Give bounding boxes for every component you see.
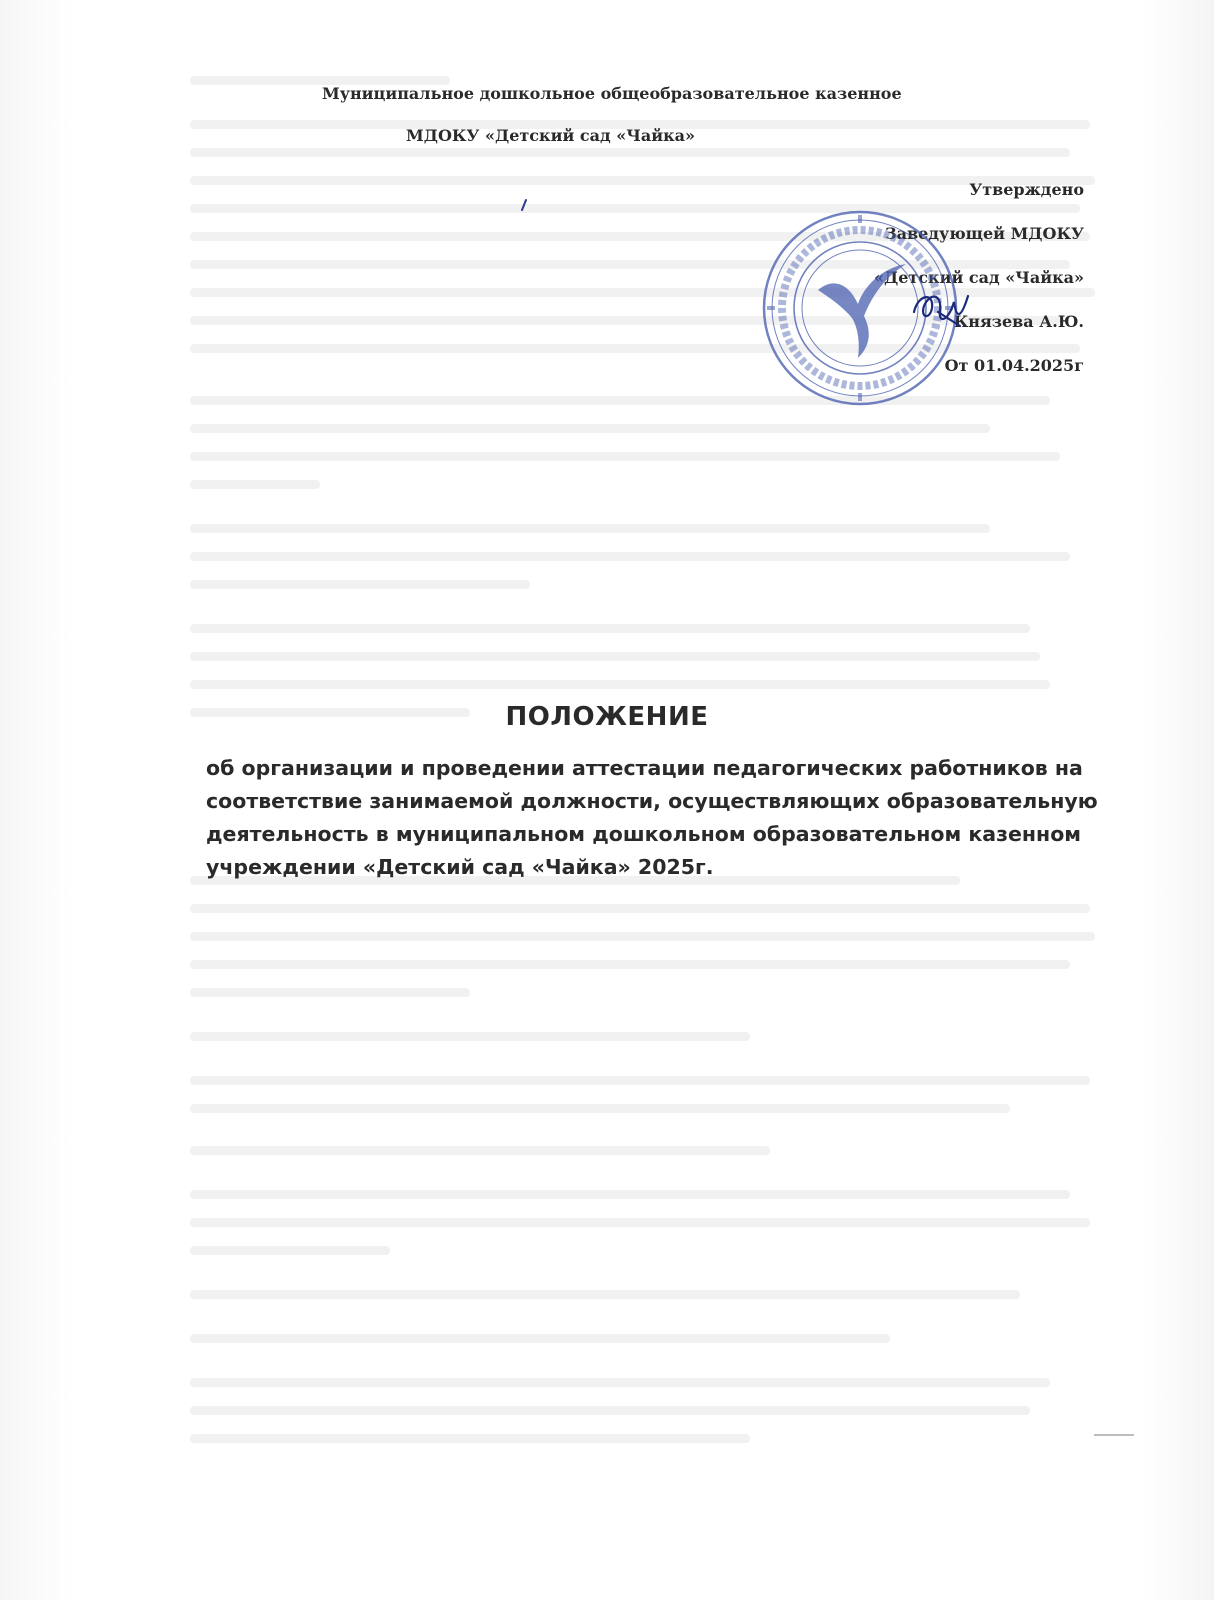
approval-name: Князева А.Ю. xyxy=(953,312,1084,331)
document-title: ПОЛОЖЕНИЕ xyxy=(505,702,709,732)
handwritten-signature-icon xyxy=(908,282,988,332)
org-full-name: Муниципальное дошкольное общеобразовательное казенное xyxy=(322,84,902,103)
subtitle-line: об организации и проведении аттестации педагогических работников на xyxy=(206,756,1083,780)
ink-mark-icon xyxy=(520,196,528,208)
document-subtitle xyxy=(206,752,1098,884)
scan-mark-icon xyxy=(1094,1422,1134,1426)
approval-org: «Детский сад «Чайка» xyxy=(873,268,1084,287)
subtitle-line: учреждении «Детский сад «Чайка» 2025г. xyxy=(206,855,714,879)
approval-position: Заведующей МДОКУ xyxy=(885,224,1084,243)
approval-label: Утверждено xyxy=(969,180,1084,199)
subtitle-line: соответствие занимаемой должности, осуществляющих образовательную xyxy=(206,789,1098,813)
org-short-name: МДОКУ «Детский сад «Чайка» xyxy=(406,126,696,145)
approval-date: От 01.04.2025г xyxy=(944,356,1084,375)
subtitle-line: деятельность в муниципальном дошкольном образовательном казенном xyxy=(206,822,1082,846)
